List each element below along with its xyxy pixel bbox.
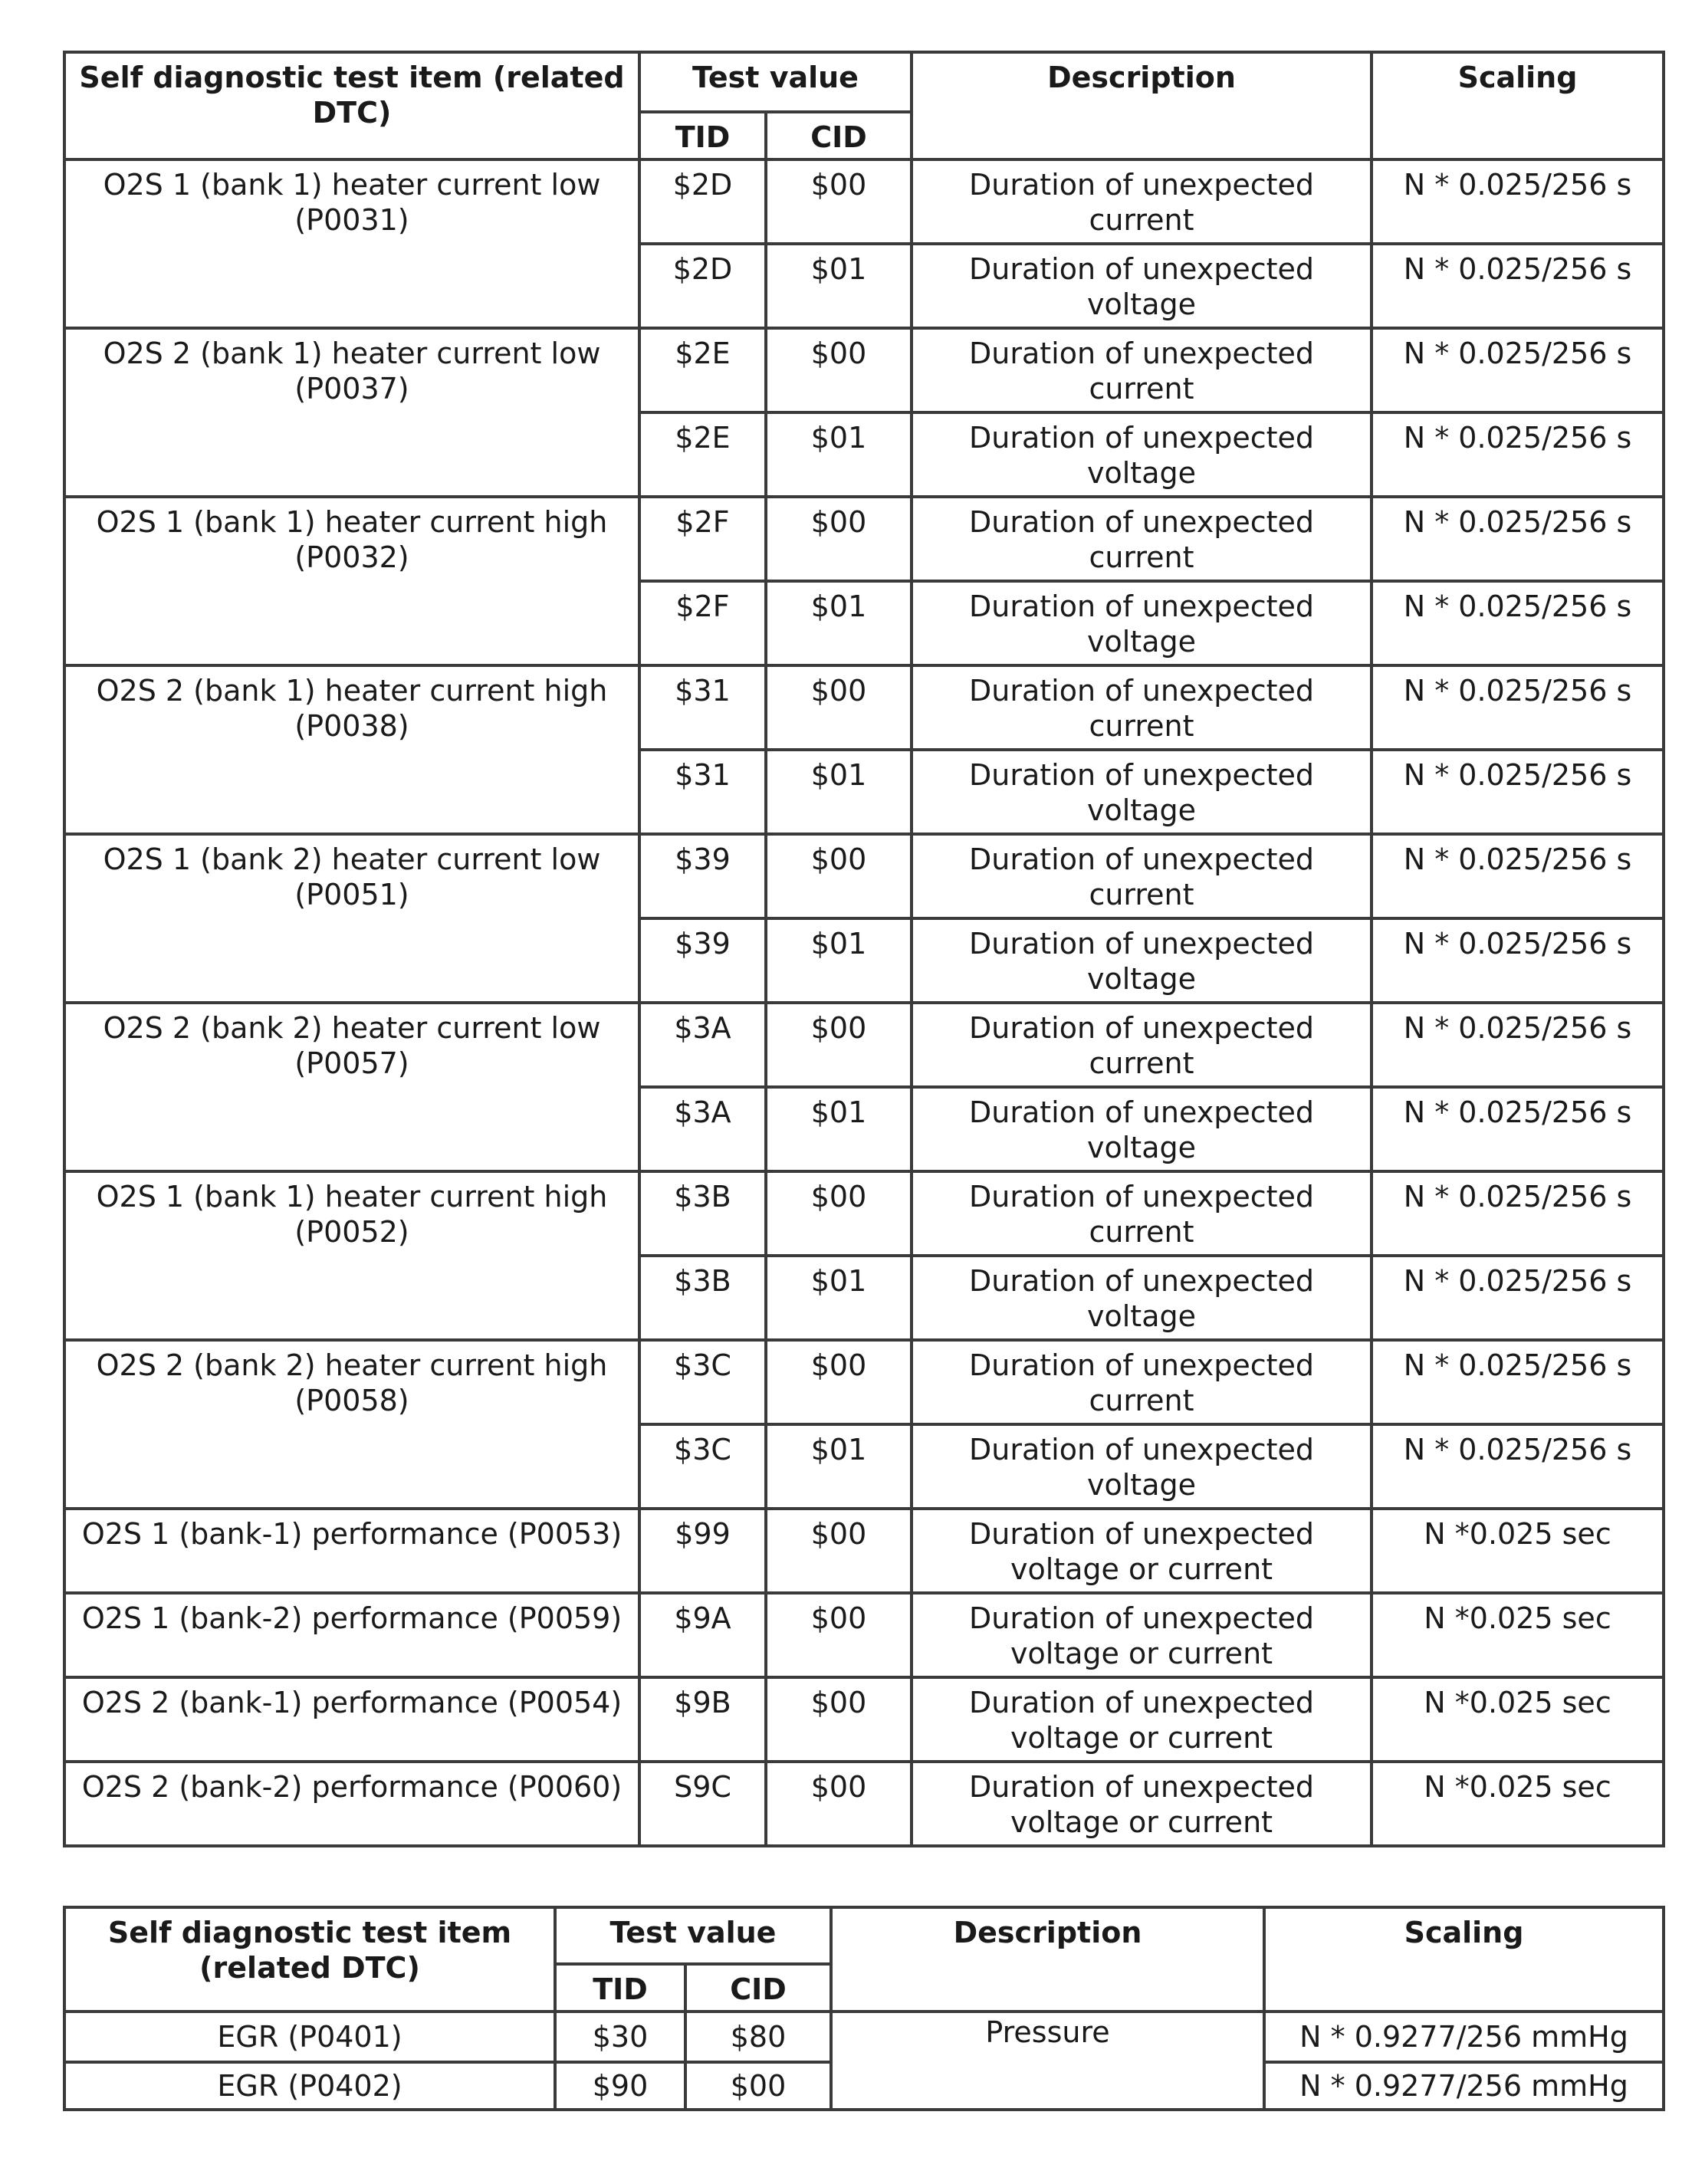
item-cell: O2S 1 (bank-1) performance (P0053) [64, 1509, 639, 1593]
scaling-cell: N * 0.025/256 s [1372, 581, 1664, 665]
description-cell: Duration of unexpected voltage [912, 581, 1372, 665]
tid-cell: $31 [639, 665, 766, 750]
table-row [64, 1762, 1664, 1846]
tid-cell: $2D [639, 159, 766, 244]
item-cell: O2S 2 (bank 1) heater current high (P0038) [64, 665, 639, 834]
description-cell: Duration of unexpected voltage [912, 412, 1372, 497]
header-item: Self diagnostic test item (related DTC) [64, 1907, 555, 2012]
scaling-cell: N * 0.025/256 s [1372, 1087, 1664, 1171]
scaling-cell: N * 0.025/256 s [1372, 918, 1664, 1003]
header-cid: CID [766, 112, 912, 159]
cid-cell: $00 [766, 1003, 912, 1087]
item-cell: O2S 1 (bank 1) heater current high (P0032) [64, 497, 639, 665]
cid-cell: $00 [766, 1762, 912, 1846]
cid-cell: $00 [766, 665, 912, 750]
header-tid: TID [639, 112, 766, 159]
scaling-cell: N * 0.9277/256 mmHg [1264, 2062, 1664, 2110]
table-row [64, 1593, 1664, 1677]
item-cell: O2S 1 (bank 1) heater current high (P0052) [64, 1171, 639, 1340]
cid-cell: $01 [766, 1424, 912, 1509]
scaling-cell: N * 0.025/256 s [1372, 244, 1664, 328]
description-cell: Duration of unexpected current [912, 328, 1372, 412]
header-item: Self diagnostic test item (related DTC) [64, 52, 639, 159]
table-body [64, 159, 1664, 1846]
cid-cell: $01 [766, 244, 912, 328]
description-cell: Duration of unexpected voltage [912, 244, 1372, 328]
description-cell: Duration of unexpected voltage or current [912, 1593, 1372, 1677]
scaling-cell: N * 0.025/256 s [1372, 1171, 1664, 1256]
table-row [64, 328, 1664, 412]
scaling-cell: N *0.025 sec [1372, 1509, 1664, 1593]
description-cell: Duration of unexpected voltage [912, 1256, 1372, 1340]
header-description: Description [831, 1907, 1264, 2012]
description-cell: Duration of unexpected voltage [912, 1424, 1372, 1509]
description-cell: Duration of unexpected voltage or current [912, 1762, 1372, 1846]
table-row [64, 834, 1664, 918]
table-row [64, 1340, 1664, 1424]
cid-cell: $01 [766, 412, 912, 497]
scaling-cell: N *0.025 sec [1372, 1762, 1664, 1846]
item-cell: O2S 2 (bank 1) heater current low (P0037) [64, 328, 639, 497]
tid-cell: $9B [639, 1677, 766, 1762]
description-cell: Duration of unexpected current [912, 497, 1372, 581]
scaling-cell: N *0.025 sec [1372, 1593, 1664, 1677]
item-cell: EGR (P0401) [64, 2012, 555, 2062]
cid-cell: $00 [766, 1677, 912, 1762]
cid-cell: $80 [685, 2012, 831, 2062]
description-cell: Duration of unexpected current [912, 665, 1372, 750]
description-cell: Duration of unexpected voltage [912, 1087, 1372, 1171]
cid-cell: $00 [766, 1340, 912, 1424]
cid-cell: $01 [766, 750, 912, 834]
tid-cell: $2E [639, 328, 766, 412]
item-cell: O2S 1 (bank-2) performance (P0059) [64, 1593, 639, 1677]
header-scaling: Scaling [1372, 52, 1664, 159]
header-description: Description [912, 52, 1372, 159]
table-row [64, 665, 1664, 750]
cid-cell: $01 [766, 918, 912, 1003]
dtc-table-egr [63, 1906, 1665, 2111]
tid-cell: $3C [639, 1340, 766, 1424]
description-cell: Duration of unexpected current [912, 1340, 1372, 1424]
description-cell: Duration of unexpected current [912, 1003, 1372, 1087]
scaling-cell: N * 0.025/256 s [1372, 1003, 1664, 1087]
table-row [64, 159, 1664, 244]
tid-cell: $39 [639, 834, 766, 918]
scaling-cell: N *0.025 sec [1372, 1677, 1664, 1762]
tid-cell: $3A [639, 1003, 766, 1087]
scaling-cell: N * 0.025/256 s [1372, 159, 1664, 244]
description-cell: Duration of unexpected voltage or current [912, 1509, 1372, 1593]
item-cell: EGR (P0402) [64, 2062, 555, 2110]
tid-cell: $9A [639, 1593, 766, 1677]
cid-cell: $00 [766, 834, 912, 918]
header-cid: CID [685, 1964, 831, 2012]
scaling-cell: N * 0.025/256 s [1372, 1424, 1664, 1509]
cid-cell: $00 [685, 2062, 831, 2110]
header-test-value: Test value [555, 1907, 831, 1964]
item-cell: O2S 2 (bank 2) heater current high (P0058) [64, 1340, 639, 1509]
scaling-cell: N * 0.025/256 s [1372, 665, 1664, 750]
tid-cell: $31 [639, 750, 766, 834]
tid-cell: $99 [639, 1509, 766, 1593]
scaling-cell: N * 0.025/256 s [1372, 328, 1664, 412]
tid-cell: $39 [639, 918, 766, 1003]
scaling-cell: N * 0.025/256 s [1372, 1340, 1664, 1424]
cid-cell: $01 [766, 581, 912, 665]
cid-cell: $00 [766, 159, 912, 244]
description-cell: Duration of unexpected voltage [912, 918, 1372, 1003]
description-cell: Duration of unexpected current [912, 159, 1372, 244]
scaling-cell: N * 0.9277/256 mmHg [1264, 2012, 1664, 2062]
cid-cell: $00 [766, 1593, 912, 1677]
tid-cell: $2E [639, 412, 766, 497]
table-row [64, 1003, 1664, 1087]
table-row [64, 1677, 1664, 1762]
cid-cell: $00 [766, 1171, 912, 1256]
tid-cell: $2F [639, 497, 766, 581]
item-cell: O2S 2 (bank-2) performance (P0060) [64, 1762, 639, 1846]
description-cell: Duration of unexpected voltage or current [912, 1677, 1372, 1762]
item-cell: O2S 2 (bank 2) heater current low (P0057) [64, 1003, 639, 1171]
description-cell: Duration of unexpected current [912, 1171, 1372, 1256]
description-cell: Pressure [831, 2012, 1264, 2110]
tid-cell: $3A [639, 1087, 766, 1171]
tid-cell: $3B [639, 1171, 766, 1256]
description-cell: Duration of unexpected current [912, 834, 1372, 918]
cid-cell: $01 [766, 1256, 912, 1340]
tid-cell: $90 [555, 2062, 685, 2110]
scaling-cell: N * 0.025/256 s [1372, 1256, 1664, 1340]
table-row [64, 2012, 1664, 2062]
cid-cell: $00 [766, 1509, 912, 1593]
description-cell: Duration of unexpected voltage [912, 750, 1372, 834]
table-row [64, 497, 1664, 581]
table-row [64, 1171, 1664, 1256]
tid-cell: $2D [639, 244, 766, 328]
header-tid: TID [555, 1964, 685, 2012]
cid-cell: $01 [766, 1087, 912, 1171]
cid-cell: $00 [766, 328, 912, 412]
item-cell: O2S 2 (bank-1) performance (P0054) [64, 1677, 639, 1762]
scaling-cell: N * 0.025/256 s [1372, 412, 1664, 497]
item-cell: O2S 1 (bank 1) heater current low (P0031) [64, 159, 639, 328]
table-row [64, 1509, 1664, 1593]
scaling-cell: N * 0.025/256 s [1372, 750, 1664, 834]
scaling-cell: N * 0.025/256 s [1372, 834, 1664, 918]
scaling-cell: N * 0.025/256 s [1372, 497, 1664, 581]
cid-cell: $00 [766, 497, 912, 581]
tid-cell: $2F [639, 581, 766, 665]
header-test-value: Test value [639, 52, 912, 112]
tid-cell: $3C [639, 1424, 766, 1509]
header-scaling: Scaling [1264, 1907, 1664, 2012]
item-cell: O2S 1 (bank 2) heater current low (P0051) [64, 834, 639, 1003]
tid-cell: $30 [555, 2012, 685, 2062]
tid-cell: $3B [639, 1256, 766, 1340]
dtc-table-oxygen-sensor [63, 51, 1665, 1847]
tid-cell: S9C [639, 1762, 766, 1846]
